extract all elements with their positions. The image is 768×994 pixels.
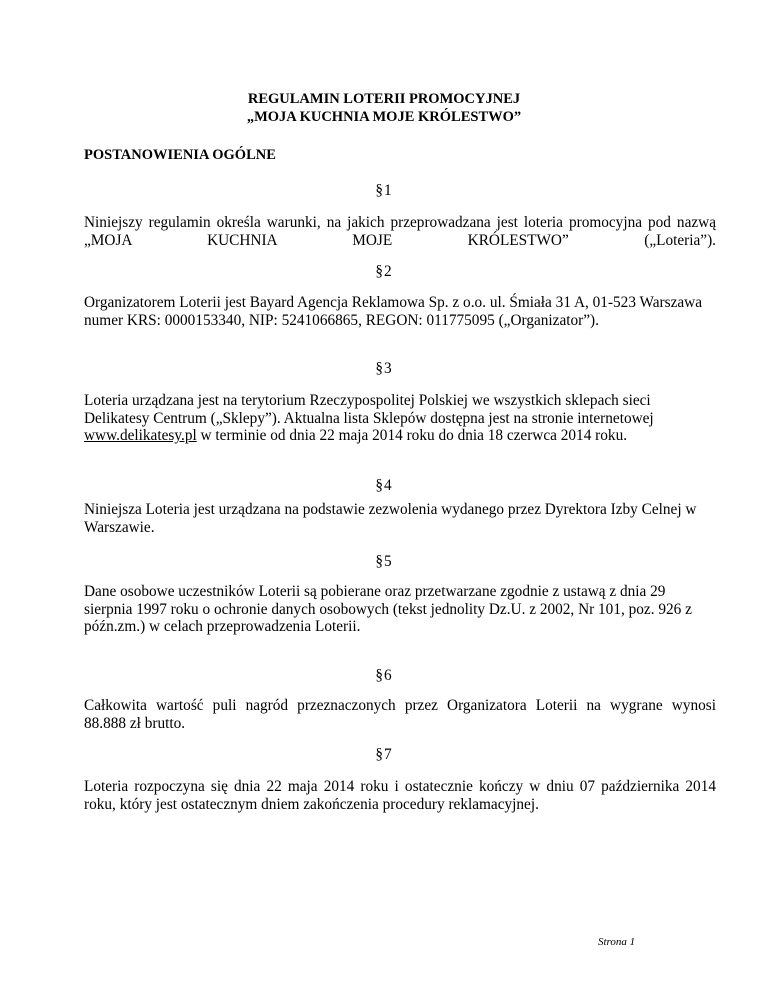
paragraph-2-line-2: numer KRS: 0000153340, NIP: 5241066865, REGON: 011775095 („Organizator”). — [84, 311, 599, 329]
section-heading: POSTANOWIENIA OGÓLNE — [84, 147, 276, 163]
paragraph-7-line-2: roku, który jest ostatecznym dniem zakończenia procedury reklamacyjnej. — [84, 795, 539, 813]
paragraph-7-line-1: Loteria rozpoczyna się dnia 22 maja 2014 roku i ostatecznie kończy w dniu 07 października 2014 — [84, 778, 716, 795]
document-title — [0, 91, 768, 126]
paragraph-4-line-2: Warszawie. — [84, 518, 155, 536]
paragraph-1-text — [84, 214, 716, 249]
paragraph-5-line-3: późn.zm.) w celach przeprowadzenia Loterii. — [84, 618, 361, 635]
paragraph-mark-7: §7 — [375, 746, 393, 763]
paragraph-5-line-2: sierpnia 1997 roku o ochronie danych osobowych (tekst jednolity Dz.U. z 2002, Nr 101, poz. 926 z — [84, 600, 692, 618]
paragraph-3-line-1: Loteria urządzana jest na terytorium Rzeczypospolitej Polskiej we wszystkich sklepach sieci — [84, 392, 651, 409]
paragraph-mark-1: §1 — [375, 182, 393, 199]
paragraph-6-text — [84, 697, 716, 732]
paragraph-mark-2: §2 — [375, 263, 393, 280]
paragraph-3-line-3-rest: w terminie od dnia 22 maja 2014 roku do dnia 18 czerwca 2014 roku. — [196, 427, 628, 444]
paragraph-mark-4: §4 — [375, 477, 393, 494]
page-number: Strona 1 — [598, 936, 636, 948]
title-line-2: „MOJA KUCHNIA MOJE KRÓLESTWO” — [246, 108, 522, 125]
paragraph-5-line-1: Dane osobowe uczestników Loterii są pobierane oraz przetwarzane zgodnie z ustawą z dnia 29 — [84, 583, 666, 600]
paragraph-6-line-2: 88.888 zł brutto. — [84, 714, 186, 732]
paragraph-4-line-1: Niniejsza Loteria jest urządzana na podstawie zezwolenia wydanego przez Dyrektora Izby Celnej w — [84, 501, 697, 518]
paragraph-6-line-1: Całkowita wartość puli nagród przeznaczonych przez Organizatora Loterii na wygrane wynosi — [84, 697, 716, 714]
paragraph-5-text — [84, 583, 716, 636]
paragraph-mark-5: §5 — [375, 553, 393, 570]
paragraph-3-text — [84, 392, 716, 445]
paragraph-4-text — [84, 501, 716, 536]
delikatesy-link[interactable]: www.delikatesy.pl — [84, 427, 197, 444]
paragraph-7-text — [84, 778, 716, 813]
paragraph-1-line-1: Niniejszy regulamin określa warunki, na jakich przeprowadzana jest loteria promocyjna pod nazwą — [84, 214, 716, 231]
paragraph-mark-6: §6 — [375, 667, 393, 684]
title-line-1: REGULAMIN LOTERII PROMOCYJNEJ — [247, 91, 521, 107]
paragraph-mark-3: §3 — [375, 360, 393, 377]
paragraph-3-line-2: Delikatesy Centrum („Sklepy”). Aktualna lista Sklepów dostępna jest na stronie internetowej — [84, 409, 654, 427]
paragraph-2-text — [84, 294, 716, 329]
paragraph-1-line-2: „MOJA KUCHNIA MOJE KRÓLESTWO” („Loteria”). — [84, 231, 716, 249]
paragraph-2-line-1: Organizatorem Loterii jest Bayard Agencja Reklamowa Sp. z o.o. ul. Śmiała 31 A, 01-523 Warszawa — [84, 294, 702, 311]
